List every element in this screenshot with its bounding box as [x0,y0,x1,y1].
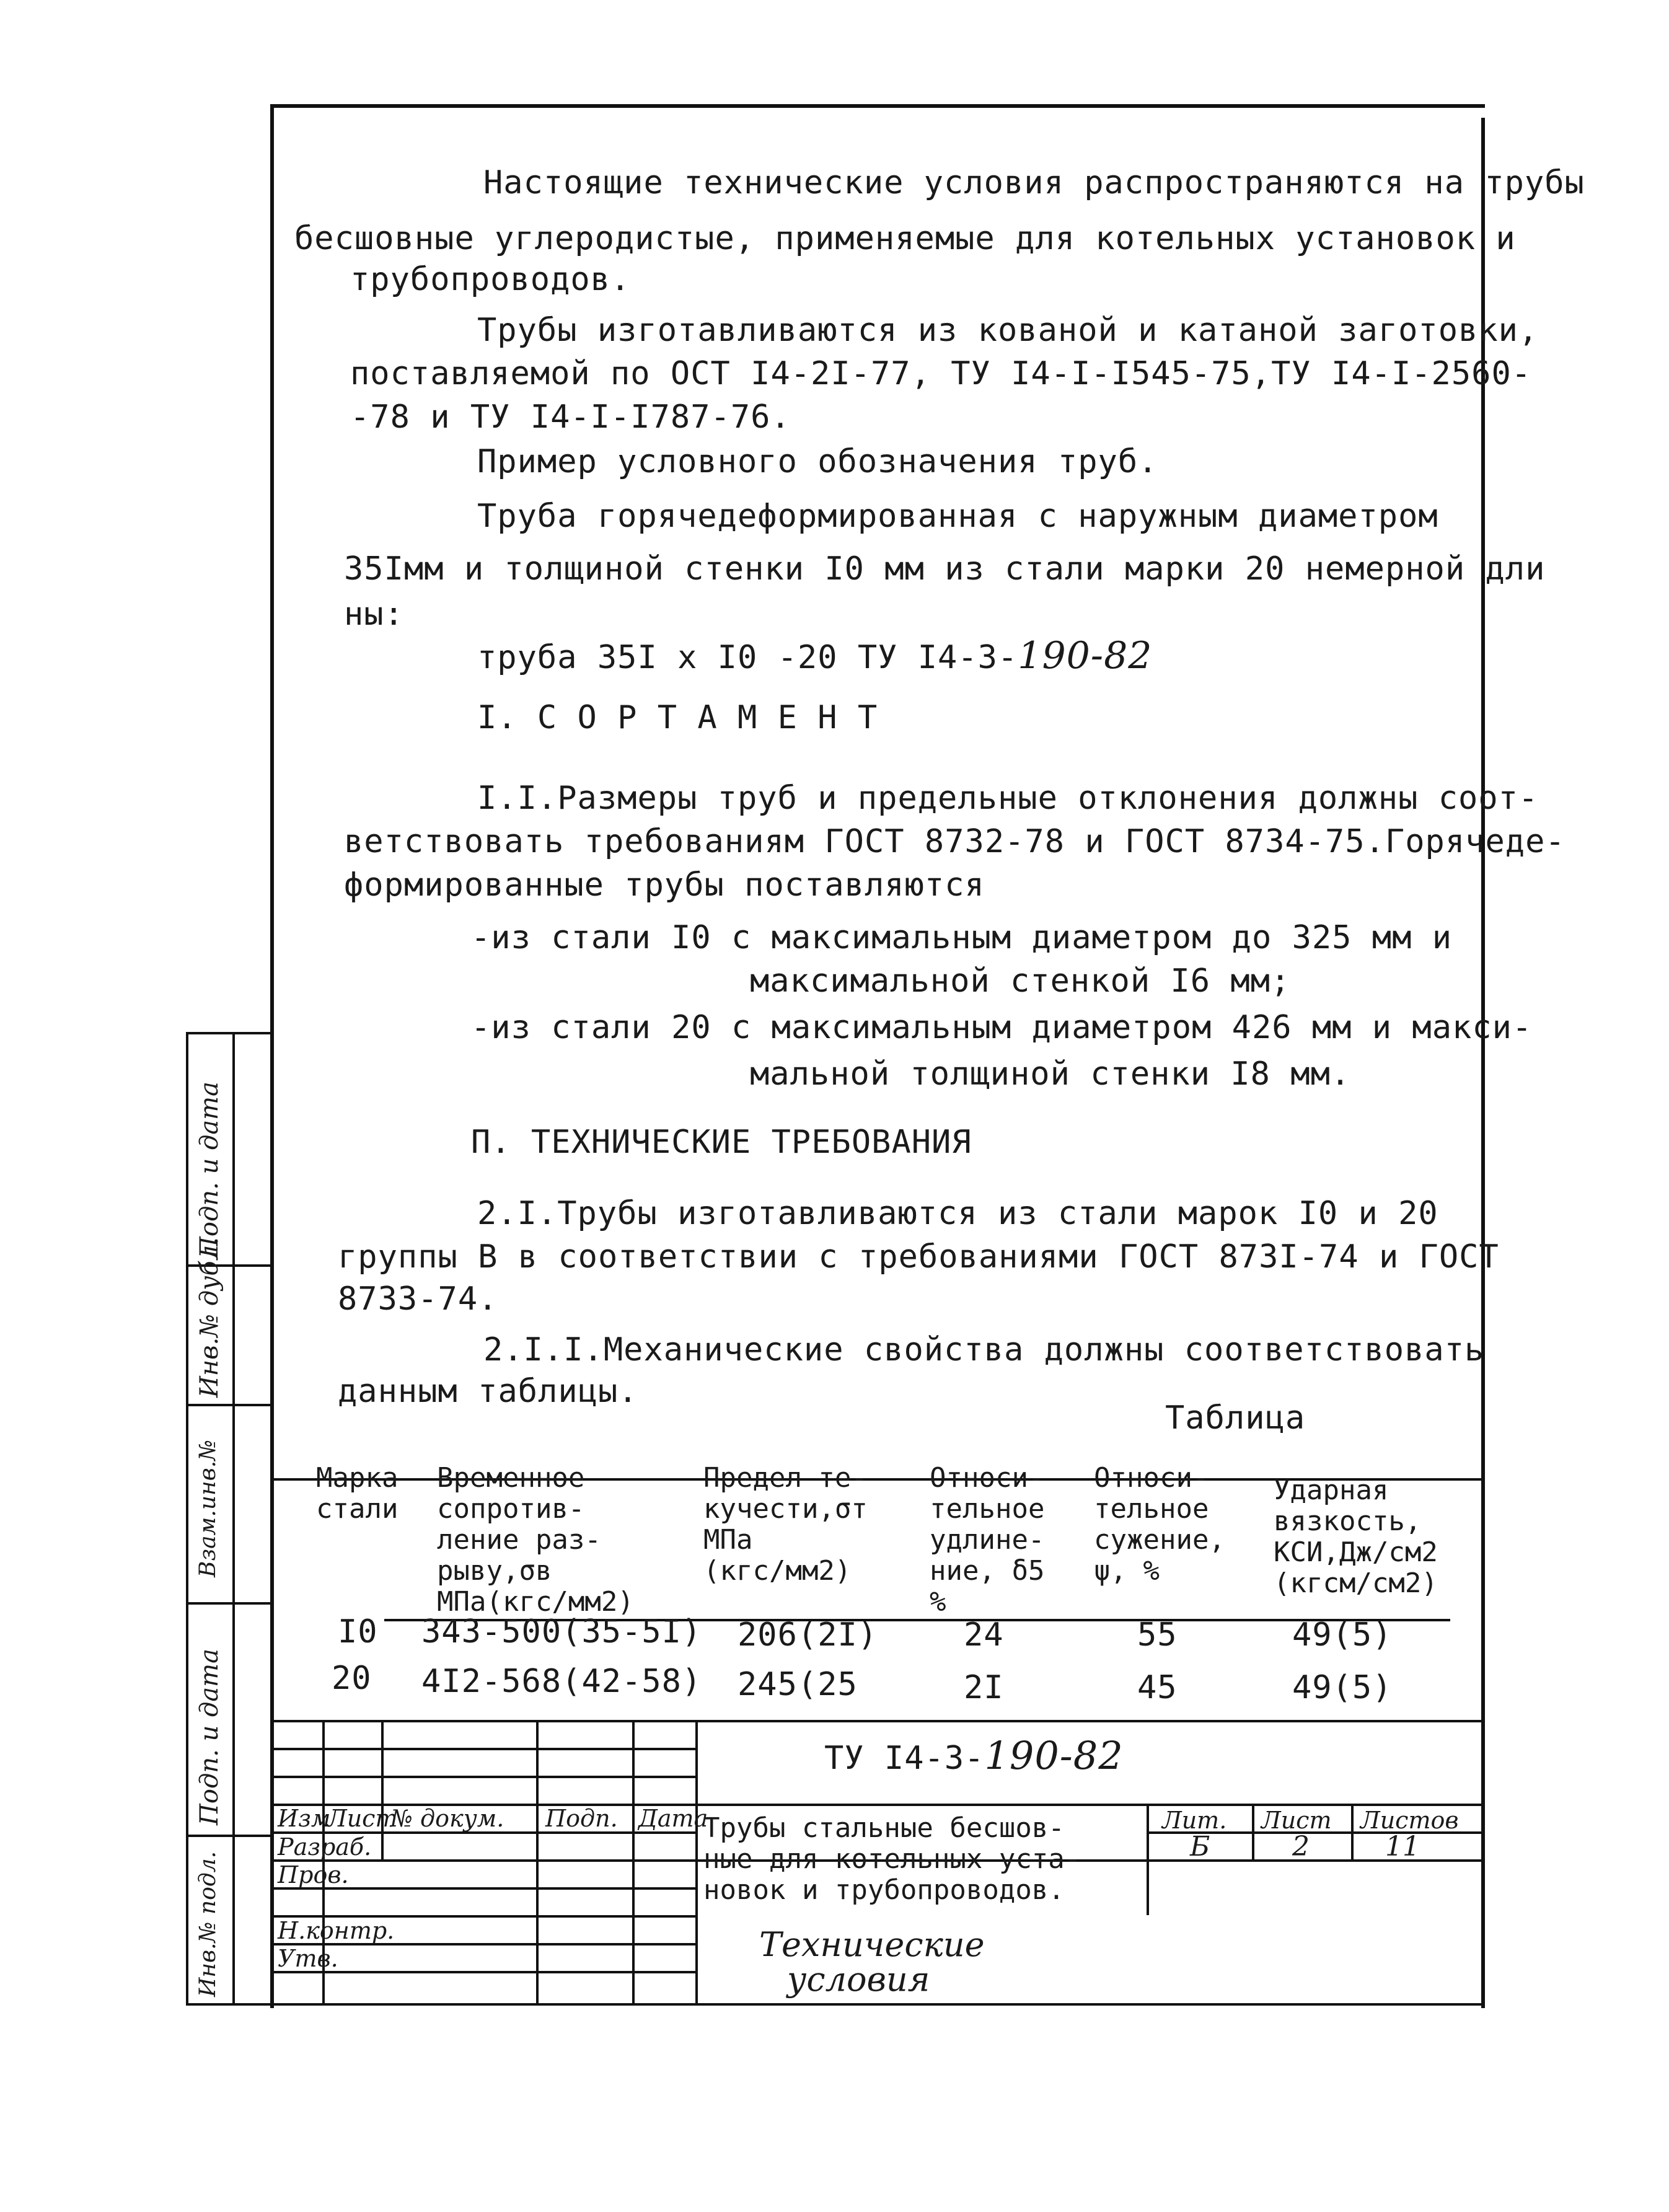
table-row-1-yield: 206(2I) [738,1616,878,1654]
table-row-2-impact: 49(5) [1292,1669,1393,1706]
frame-top-border [270,104,1485,108]
header-text: Предел те- [703,1462,868,1494]
side-strip-rule [186,1835,273,1837]
stamp-col-sign: Подп. [545,1805,618,1832]
stamp-subtitle-line: Технические [759,1925,985,1964]
stamp-col-doc: № докум. [390,1805,504,1832]
header-text: Ударная [1274,1474,1389,1506]
table-row-2-elongation: 2I [964,1669,1004,1706]
header-text: ψ, % [1094,1555,1160,1587]
stamp-designation [824,1735,1124,1779]
side-strip-label-orig-inv: Инв.№ подл. [195,1851,221,1997]
table-row-1-tensile: 343-500(35-5I) [421,1613,702,1650]
stamp-col-list: Лист [327,1805,398,1832]
table-row-1-impact: 49(5) [1292,1616,1393,1654]
header-text: сужение, [1094,1524,1225,1556]
table-row-2-grade: 20 [332,1660,372,1697]
header-text: Относи- [930,1462,1045,1494]
intro-line-2: бесшовные углеродистые, применяемые для котельных установок и [294,220,1516,257]
section1-p1-line-2: ветствовать требованиям ГОСТ 8732-78 и ГОСТ 8734-75.Горячеде- [344,823,1566,860]
example-line-1: Труба горячедеформированная с наружным диаметром [477,498,1438,535]
stamp-subtitle-line: условия [787,1960,930,1999]
section2-p1-line-2: группы В в соответствии с требованиями ГОСТ 873I-74 и ГОСТ [338,1238,1499,1276]
stamp-sheet-label: Лист [1261,1807,1332,1834]
stamp-role-norm-control: Н.контр. [278,1917,395,1944]
table-header-reduction-of-area [1094,1463,1225,1587]
stamp-lit-label: Лит. [1162,1807,1227,1834]
side-strip-outer-border [186,1032,188,2003]
section2-p2-line-2: данным таблицы. [338,1373,638,1410]
stamp-title [703,1813,1081,1906]
section1-item1-line-1: -из стали I0 с максимальным диаметром до 325 мм и [471,919,1453,956]
stamp-col-rule [1252,1804,1254,1859]
header-text: вязкость, [1274,1505,1422,1537]
table-row-1-reduction: 55 [1137,1616,1178,1654]
table-header-impact-toughness [1274,1475,1438,1599]
table-header-steel-grade [316,1463,398,1525]
header-text: МПа(кгс/мм2) [437,1586,634,1618]
header-text: тельное [930,1493,1045,1525]
section1-item2-line-2: мальной толщиной стенки I8 мм. [750,1055,1351,1093]
header-text: стали [316,1493,399,1525]
frame-left-border [270,104,274,2008]
example-heading: Пример условного обозначения труб. [477,443,1158,480]
section2-title: П. ТЕХНИЧЕСКИЕ ТРЕБОВАНИЯ [471,1124,972,1161]
stamp-col-rule [1351,1804,1354,1859]
side-strip-rule [186,1404,273,1406]
example-designation [477,635,1152,678]
header-text: сопротив- [437,1493,585,1525]
stamp-designation-handwritten: 190-82 [984,1733,1124,1778]
side-strip-label-dup-inv: Инв.№ дубл. [195,1237,224,1398]
side-strip-rule [186,1602,273,1605]
header-text: Марка [316,1462,399,1494]
section1-item2-line-1: -из стали 20 с максимальным диаметром 426 мм и макси- [471,1009,1533,1046]
table-row-2-tensile: 4I2-568(42-58) [421,1663,702,1700]
intro-line-1: Настоящие технические условия распространяются на трубы [483,164,1585,201]
stamp-lit-value: Б [1190,1831,1210,1862]
stamp-col-rule [695,1720,698,2003]
table-header-tensile-strength [437,1463,634,1618]
table-row-1-grade: I0 [338,1613,378,1650]
stamp-role-approved: Утв. [278,1945,338,1972]
blank-line-2: поставляемой по ОСТ I4-2I-77, ТУ I4-I-I545-75,ТУ I4-I-2560- [350,355,1532,392]
section2-p1-line-1: 2.I.Трубы изготавливаются из стали марок I0 и 20 [477,1195,1438,1232]
header-text: рыву,σв [437,1555,552,1587]
header-text: тельное [1094,1493,1209,1525]
stamp-role-developer: Разраб. [278,1833,372,1861]
header-text: (кгсм/см2) [1274,1567,1438,1599]
side-strip-label-replace-inv: Взам.инв.№ [195,1439,221,1577]
header-text: Относи- [1094,1462,1209,1494]
header-text: ление раз- [437,1524,601,1556]
section1-p1-line-1: I.I.Размеры труб и предельные отклонения должны соот- [477,780,1539,817]
stamp-col-rule [536,1720,539,2003]
header-text: Временное [437,1462,585,1494]
table-caption: Таблица [1165,1399,1306,1437]
section2-p1-line-3: 8733-74. [338,1280,498,1318]
header-text: МПа [703,1524,753,1556]
side-strip-label-sign-date-2: Подп. и дата [195,1649,224,1825]
table-row-1-elongation: 24 [964,1616,1004,1654]
section1-title: I. С О Р Т А М Е Н Т [477,699,878,736]
table-header-yield-strength [703,1463,868,1587]
example-designation-handwritten: 190-82 [1018,634,1153,677]
header-text: ние, δ5 [930,1555,1045,1587]
header-text: удлине- [930,1524,1045,1556]
header-text: кучести,σт [703,1493,868,1525]
intro-line-3: трубопроводов. [350,261,631,298]
stamp-title-line: новок и трубопроводов. [703,1874,1065,1906]
stamp-col-izm: Изм [278,1805,331,1832]
stamp-col-rule [632,1720,635,2003]
example-line-3: ны: [344,596,404,633]
header-text: КСИ,Дж/см2 [1274,1536,1438,1568]
stamp-title-line: ные для котельных уста- [703,1843,1081,1875]
stamp-col-date: Дата [638,1805,708,1832]
table-row-2-reduction: 45 [1137,1669,1178,1706]
stamp-col-rule [1147,1804,1149,1915]
section1-item1-line-2: максимальной стенкой I6 мм; [750,963,1291,1000]
stamp-designation-text: ТУ I4-3- [824,1740,985,1777]
header-text: (кгс/мм2) [703,1555,852,1587]
stamp-sheets-label: Листов [1360,1807,1459,1834]
stamp-subtitle [759,1925,985,1999]
blank-line-1: Трубы изготавливаются из кованой и катаной заготовки, [477,312,1539,349]
example-line-2: 35Iмм и толщиной стенки I0 мм из стали марки 20 немерной дли [344,550,1546,588]
blank-line-3: -78 и ТУ I4-I-I787-76. [350,399,791,436]
section1-p1-line-3: формированные трубы поставляются [344,866,985,904]
table-row-2-yield: 245(25 [738,1666,858,1703]
example-designation-text: труба 35I x I0 -20 ТУ I4-3- [477,639,1018,676]
frame-right-border [1481,118,1485,2008]
stamp-sheet-value: 2 [1292,1831,1310,1862]
side-strip-label-sign-date-1: Подп. и дата [195,1082,224,1258]
side-strip-rule [186,1032,273,1034]
stamp-sheets-value: 11 [1385,1831,1420,1862]
section2-p2-line-1: 2.I.I.Механические свойства должны соответствовать [483,1331,1485,1368]
stamp-top-rule [270,1720,1485,1722]
stamp-title-line: Трубы стальные бесшов- [703,1812,1065,1844]
stamp-role-checker: Пров. [278,1861,349,1888]
stamp-bottom-rule [186,2003,1485,2006]
stamp-col-rule [381,1720,384,1859]
header-text: % [930,1586,946,1618]
table-header-elongation [930,1463,1044,1618]
side-strip-inner-border [232,1032,235,2003]
